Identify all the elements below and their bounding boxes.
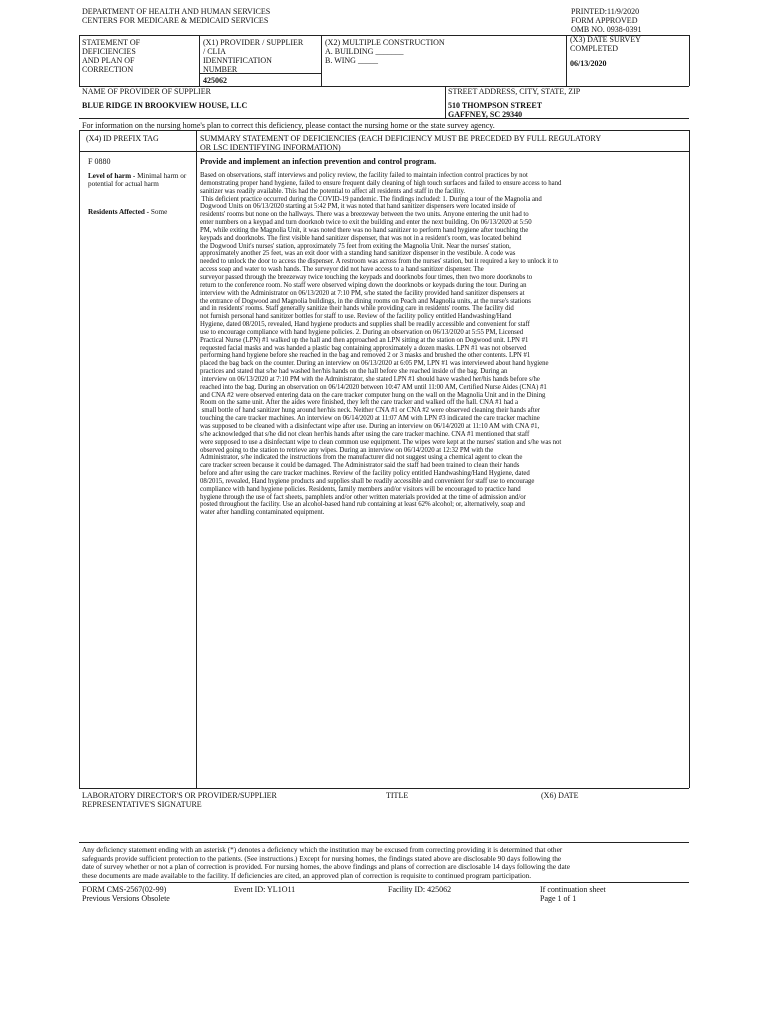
x1-label: (X1) PROVIDER / SUPPLIER / CLIA IDENNTIFICATION NUMBER (203, 38, 304, 74)
address-block (448, 101, 542, 119)
info-line: For information on the nursing home's plan to correct this deficiency, please contact the nursing home or the state survey agency. (82, 121, 495, 130)
x3-label: (X3) DATE SURVEY COMPLETED (570, 35, 641, 53)
signature-title-label: TITLE (386, 791, 409, 800)
omb-number: OMB NO. 0938-0391 (571, 25, 642, 34)
event-id: Event ID: YL1O11 (234, 885, 296, 894)
col-id-prefix-header: (X4) ID PREFIX TAG (86, 134, 159, 143)
disclaimer: Any deficiency statement ending with an asterisk (*) denotes a deficiency which the institution may be excused from correcting providing it is determined that other safeguards provide sufficient protection to the patients. (See instructions.) Except for nursing homes, the findings stated above are disclosable 90 days following the date of survey whether or not a plan of correction is provided. For nursing homes, the above findings and plans of correction are disclosable 14 days following the date these documents are made available to the facility. If deficiencies are cited, an approved plan of correction is requisite to continued program participation. (82, 845, 570, 880)
provider-address-divider (445, 86, 446, 118)
previous-versions: Previous Versions Obsolete (82, 894, 170, 903)
provider-name-label: NAME OF PROVIDER OF SUPPLIER (82, 87, 211, 96)
printed-date: PRINTED:11/9/2020 (571, 7, 640, 16)
form-number: FORM CMS-2567(02-99) (82, 885, 167, 894)
def-table-divider (196, 130, 197, 788)
x2-building: A. BUILDING _______ (325, 47, 404, 56)
col-summary-header: SUMMARY STATEMENT OF DEFICIENCIES (EACH DEFICIENCY MUST BE PRECEDED BY FULL REGULATORY OR LSC IDENTIFYING INFORMATION) (200, 134, 602, 152)
residents-affected (88, 208, 194, 216)
harm-label: Level of harm - (88, 172, 138, 180)
residents-label: Residents Affected - (88, 208, 151, 216)
facility-id: Facility ID: 425062 (388, 885, 452, 894)
address-line-1: 510 THOMPSON STREET (448, 101, 543, 110)
footer-bottom-rule (79, 882, 689, 883)
top-table-divider-1 (199, 35, 200, 86)
harm-value: Minimal harm or potential for actual harm (88, 172, 187, 189)
address-label: STREET ADDRESS, CITY, STATE, ZIP (448, 87, 581, 96)
top-table-left-border (79, 35, 80, 86)
provider-name: BLUE RIDGE IN BROOKVIEW HOUSE, LLC (82, 101, 248, 110)
agency-line-2: CENTERS FOR MEDICARE & MEDICAID SERVICES (82, 16, 269, 25)
lab-director-signature-label: LABORATORY DIRECTOR'S OR PROVIDER/SUPPLIER REPRESENTATIVE'S SIGNATURE (82, 791, 277, 809)
address-line-2: GAFFNEY, SC 29340 (448, 110, 523, 119)
form-approved: FORM APPROVED (571, 16, 638, 25)
form-meta (571, 7, 641, 34)
signature-date-label: (X6) DATE (541, 791, 579, 800)
x1-value: 425062 (203, 76, 227, 85)
top-table-right-border (689, 35, 690, 86)
footer-top-rule (79, 842, 689, 843)
statement-label: STATEMENT OF DEFICIENCIES AND PLAN OF CORRECTION (82, 38, 141, 74)
def-table-right-border (689, 130, 690, 788)
tag-id: F 0880 (88, 157, 111, 166)
form-number-block (82, 885, 170, 903)
x3-value: 06/13/2020 (570, 59, 607, 68)
harm-level (88, 172, 194, 189)
top-table-divider-3 (566, 35, 567, 86)
deficiency-title: Provide and implement an infection prevention and control program. (200, 157, 437, 166)
top-table-divider-2 (321, 35, 322, 86)
x2-block (325, 38, 445, 65)
def-table-left-border (79, 130, 80, 788)
x2-label: (X2) MULTIPLE CONSTRUCTION (325, 38, 445, 47)
findings-text: Based on observations, staff interviews and policy review, the facility failed to maintain infection control practices by not demonstrating proper hand hygiene, failed to ensure frequent daily cleaning of high touch surfaces and failed to ensure access to hand sanitizer was readily available. This had the potential to affect all residents and staff in the facility. This deficient practice occurred during the COVID-19 pandemic. The findings included: 1. During a tour of the Magnolia and Dogwood Units on 06/13/2020 starting at 5:42 PM, it was noted that hand sanitizer dispensers were located inside of residents' rooms but none on the hallways. There was a breezeway between the two units. Anyone entering the unit had to enter numbers on a keypad and turn doorknob twice to exit the building and enter the next building. On 06/13/2020 at 5:50 PM, while exiting the Magnolia Unit, it was noted there was no hand sanitizer to perform hand hygiene after touching the keypads and doorknobs. The first visible hand sanitizer dispenser, that was not in a resident's room, was located behind the Dogwood Unit's nurses' station, approximately 75 feet from exiting the Magnolia Unit. Near the nurses' station, approximately another 25 feet, was an exit door with a standing hand sanitizer dispenser in the vestibule. A code was needed to unlock the door to access the dispenser. A restroom was across from the nurses' station, but it required a key to unlock it to access soap and water to wash hands. The surveyor did not have access to a hand sanitizer dispenser. The surveyor passed through the breezeway twice touching the keypads and doorknobs four times, then two more doorknobs to return to the conference room. No staff were observed wiping down the doorknobs or keypads during the tour. During an interview with the Administrator on 06/13/2020 at 7:10 PM, s/he stated the facility provided hand sanitizer dispensers at the entrance of Dogwood and Magnolia buildings, in the dining rooms on Peach and Magnolia units, at the nurse's stations and in residents' rooms. Staff generally sanitize their hands while providing care in residents' rooms. The facility did not furnish personal hand sanitizer bottles for staff to use. Review of the facility policy entitled Handwashing/Hand Hygiene, dated 08/2015, revealed, Hand hygiene products and supplies shall be readily accessible and convenient for staff use to encourage compliance with hand hygiene policies. 2. During an observation on 06/13/2020 at 5:55 PM, Licensed Practical Nurse (LPN) #1 walked up the hall and then approached an LPN sitting at the station on Dogwood unit. LPN #1 requested facial masks and was handed a plastic bag containing approximately a dozen masks. LPN #1 was not observed performing hand hygiene before she reached in the bag and removed 2 or 3 masks and brushed the other contents. LPN #1 placed the bag back on the counter. During an interview on 06/13/2020 at 6:05 PM, LPN #1 was interviewed about hand hygiene practices and stated that s/he had washed her/his hands on the hall before she reached inside of the bag. During an interview on 06/13/2020 at 7:10 PM with the Administrator, she stated LPN #1 should have washed her/his hands before s/he reached into the bag. During an observation on 06/14/2020 between 10:47 AM until 11:00 AM, Certified Nurse Aides (CNA) #1 and CNA #2 were observed entering data on the care tracker computer hung on the wall on the Magnolia Unit and in the Dining Room on the same unit. After the aides were finished, they left the care tracker and walked off the hall. CNA #1 had a small bottle of hand sanitizer hung around her/his neck. Neither CNA #1 or CNA #2 were observed cleaning their hands after touching the care tracker machines. An interview on 06/14/2020 at 11:07 AM with LPN #3 indicated the care tracker machine was supposed to be cleaned with a disinfectant wipe after use. During an interview on 06/14/2020 at 11:10 AM with CNA #1, s/he acknowledged that s/he did not clean her/his hands after using the care tracker machine. CNA #1 mentioned that staff were supposed to use a disinfectant wipe to clean common use equipment. The wipes were kept at the nurses' station and s/he was not observed going to the station to retrieve any wipes. During an interview on 06/14/2020 at 12:32 PM with the Administrator, s/he indicated the instructions from the manufacturer did not suggest using a chemical agent to clean the care tracker screen because it could be damaged. The Administrator said the staff had been trained to clean their hands before and after using the care tracker machines. Review of the facility policy entitled Handwashing/Hand Hygiene, dated 08/2015, revealed, Hand hygiene products and supplies shall be readily accessible and convenient for staff use to encourage compliance with hand hygiene policies. Residents, family members and/or visitors will be encouraged to practice hand hygiene through the use of fact sheets, pamphlets and/or other written materials provided at the time of admission and/or posted throughout the facility. Use an alcohol-based hand rub containing at least 62% alcohol; or, alternatively, soap and water after handling contaminated equipment. (200, 172, 562, 517)
info-row-bottom (79, 130, 689, 131)
agency-line-1: DEPARTMENT OF HEALTH AND HUMAN SERVICES (82, 7, 271, 16)
x2-wing: B. WING _____ (325, 56, 378, 65)
residents-value: Some (150, 208, 168, 216)
continuation-block (540, 885, 606, 903)
agency-header (82, 7, 270, 25)
continuation-sheet: If continuation sheet (540, 885, 606, 894)
provider-row-bottom (79, 118, 689, 119)
def-table-bottom (79, 788, 689, 789)
page-number: Page 1 of 1 (540, 894, 577, 903)
